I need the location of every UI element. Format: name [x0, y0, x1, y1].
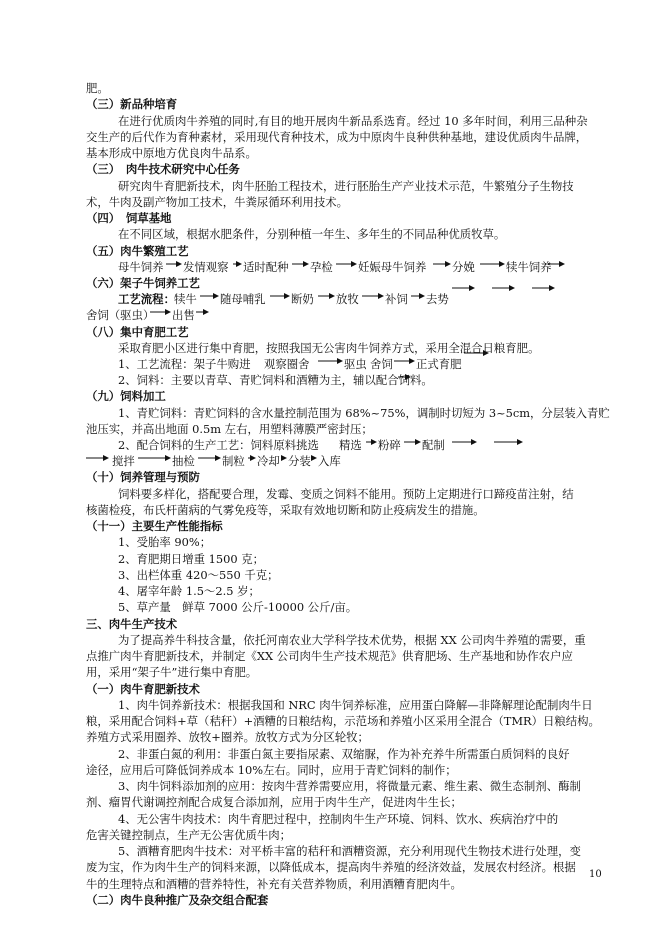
section-heading: （四） 饲草基地 — [86, 211, 172, 225]
flow-label: 2、配合饲料的生产工艺：饲料原料挑选 — [118, 438, 319, 452]
text-line: 4、无公害牛肉技术：肉牛育肥过程中，控制肉牛生产环境、饲料、饮水、疾病治疗中的 — [118, 812, 559, 826]
flow-step: 出售 — [172, 308, 195, 322]
section-heading: （十一）主要生产性能指标 — [86, 519, 223, 533]
section-heading: （二）肉牛良种推广及杂交组合配套 — [86, 893, 269, 907]
text-line: 2、饲料：主要以青草、青贮饲料和酒糟为主，辅以配合饲料。 — [118, 373, 433, 387]
text-line: 术，牛肉及副产物加工技术，牛粪尿循环利用技术。 — [86, 195, 348, 209]
text-line: 池压实，并高出地面 0.5m 左右，用塑料薄膜严密封压； — [86, 422, 373, 436]
text-line: 用，采用“架子牛”进行集中育肥。 — [86, 665, 258, 679]
text-line: 废为宝，作为肉牛生产的饲料来源，以降低成本，提高肉牛养殖的经济效益，发展农村经济。根据 — [86, 860, 576, 874]
flow-step: 断奶 — [291, 292, 314, 306]
text-line: 研究肉牛育肥新技术，肉牛胚胎工程技术，进行胚胎生产产业技术示范，牛繁殖分子生物技 — [118, 179, 574, 193]
flow-step: 补饲 — [385, 292, 408, 306]
flow-step: 观察圈舍 — [264, 357, 310, 371]
flow-step: 孕检 — [310, 260, 333, 274]
flow-step: 舍饲 — [370, 357, 393, 371]
flow-step: 犊牛 — [174, 292, 197, 306]
flow-step: 入库 — [318, 454, 341, 468]
text-line: 危害关键控制点，生产无公害优质牛肉； — [86, 828, 292, 842]
text-line: 交生产的后代作为育种素材，采用现代育种技术，成为中原肉牛良种供种基地，建设优质肉牛品牌， — [86, 130, 588, 144]
text-line: 剂、瘤胃代谢调控剂配合成复合添加剂，应用于肉牛生产，促进肉牛生长； — [86, 795, 462, 809]
text-line: 3、出栏体重 420～550 千克； — [118, 568, 279, 582]
flow-step: 适时配种 — [243, 260, 289, 274]
flow-step: 犊牛饲养 — [506, 260, 552, 274]
text-line: 2、非蛋白氮的利用：非蛋白氮主要指尿素、双缩脲，作为补充养牛所需蛋白质饲料的良好 — [118, 747, 570, 761]
text-line: 途径，应用后可降低饲养成本 10%左右。同时，应用于青贮饲料的制作； — [86, 763, 457, 777]
flow-step: 随母哺乳 — [220, 292, 266, 306]
text-line: 粮，采用配合饲料+草（秸秆）+酒糟的日粮结构，示范场和养殖小区采用全混合（TMR）日粮结构。 — [86, 714, 600, 728]
text-line: 4、屠宰年龄 1.5～2.5 岁； — [118, 584, 260, 598]
section-heading: （六）架子牛饲养工艺 — [86, 276, 200, 290]
flow-label: 1、工艺流程：架子牛购进 — [118, 357, 251, 371]
text-line: 5、草产量 鲜草 7000 公斤-10000 公斤/亩。 — [118, 600, 358, 614]
flow-step: 驱虫 — [344, 357, 367, 371]
flow-step: 母牛饲养 — [118, 260, 164, 274]
text-line: 1、肉牛饲养新技术：根据我国和 NRC 肉牛饲养标准，应用蛋白降解—非降解理论配制肉牛日 — [118, 698, 593, 712]
flow-step: 发情观察 — [183, 260, 229, 274]
text-line: 基本形成中原地方优良肉牛品系。 — [86, 146, 257, 160]
text-line: 牛的生理特点和酒糟的营养特性，补充有关营养物质，利用酒糟育肥肉牛。 — [86, 877, 462, 891]
text-line: 肥。 — [86, 81, 109, 95]
flow-step: 配制 — [422, 438, 445, 452]
text-line: 3、肉牛饲料添加剂的应用：按肉牛营养需要应用，将微量元素、维生素、微生态制剂、酶制 — [118, 779, 581, 793]
flow-step: 分娩 — [452, 260, 475, 274]
text-line: 核菌检疫，布氏杆菌病的气雾免疫等，采取有效地切断和防止疫病发生的措施。 — [86, 503, 485, 517]
text-line: 1、受胎率 90%； — [118, 535, 212, 549]
flow-step: 去势 — [426, 292, 449, 306]
flow-step: 搅拌 — [112, 454, 135, 468]
flow-step: 冷却 — [257, 454, 280, 468]
text-line: 在不同区域，根据水肥条件，分别种植一年生、多年生的不同品种优质牧草。 — [118, 227, 506, 241]
flow-step: 粉碎 — [378, 438, 401, 452]
text-line: 5、酒糟育肥肉牛技术：对平桥丰富的秸秆和酒糟资源，充分利用现代生物技术进行处理，变 — [118, 844, 581, 858]
flow-step: 舍饲（驱虫） — [86, 308, 155, 322]
page-number: 10 — [589, 869, 602, 880]
text-line: 在进行优质肉牛养殖的同时,有目的地开展肉牛新品系选育。经过 10 多年时间，利用三品种杂 — [118, 114, 588, 128]
section-heading: （五）肉牛繁殖工艺 — [86, 244, 189, 258]
section-heading: （三）新品种培育 — [86, 97, 178, 111]
flow-step: 正式育肥 — [416, 357, 462, 371]
section-heading: （九）饲料加工 — [86, 389, 166, 403]
text-line: 养殖方式采用圈养、放牧+圈养。放牧方式为分区轮牧； — [86, 730, 369, 744]
text-line: 点推广肉牛育肥新技术，并制定《XX 公司肉牛生产技术规范》供育肥场、生产基地和协作农户应 — [86, 649, 573, 663]
flow-step: 精选 — [339, 438, 362, 452]
flow-step: 放牧 — [336, 292, 359, 306]
flow-step: 分装 — [288, 454, 311, 468]
section-heading: （一）肉牛育肥新技术 — [86, 682, 200, 696]
flow-step: 制粒 — [222, 454, 245, 468]
section-heading: （三） 肉牛技术研究中心任务 — [86, 162, 240, 176]
text-line: 1、青贮饲料：青贮饲料的含水量控制范围为 68%~75%，调制时切短为 3~5cm，分层装入青贮 — [118, 406, 610, 420]
flow-label: 工艺流程： — [118, 292, 175, 306]
flow-step: 抽检 — [172, 454, 195, 468]
section-heading: （十）饲养管理与预防 — [86, 470, 200, 484]
text-line: 采取育肥小区进行集中育肥，按照我国无公害肉牛饲养方式，采用全混合日粮育肥。 — [118, 341, 540, 355]
flow-step: 妊娠母牛饲养 — [358, 260, 427, 274]
text-line: 饲料要多样化，搭配要合理，发霉、变质之饲料不能用。预防上定期进行口蹄疫苗注射，结 — [118, 487, 574, 501]
text-line: 为了提高养牛科技含量，依托河南农业大学科学技术优势，根据 XX 公司肉牛养殖的需要，重 — [118, 633, 586, 647]
section-heading: 三、肉牛生产技术 — [86, 617, 178, 631]
section-heading: （八）集中育肥工艺 — [86, 325, 189, 339]
text-line: 2、育肥期日增重 1500 克； — [118, 552, 264, 566]
